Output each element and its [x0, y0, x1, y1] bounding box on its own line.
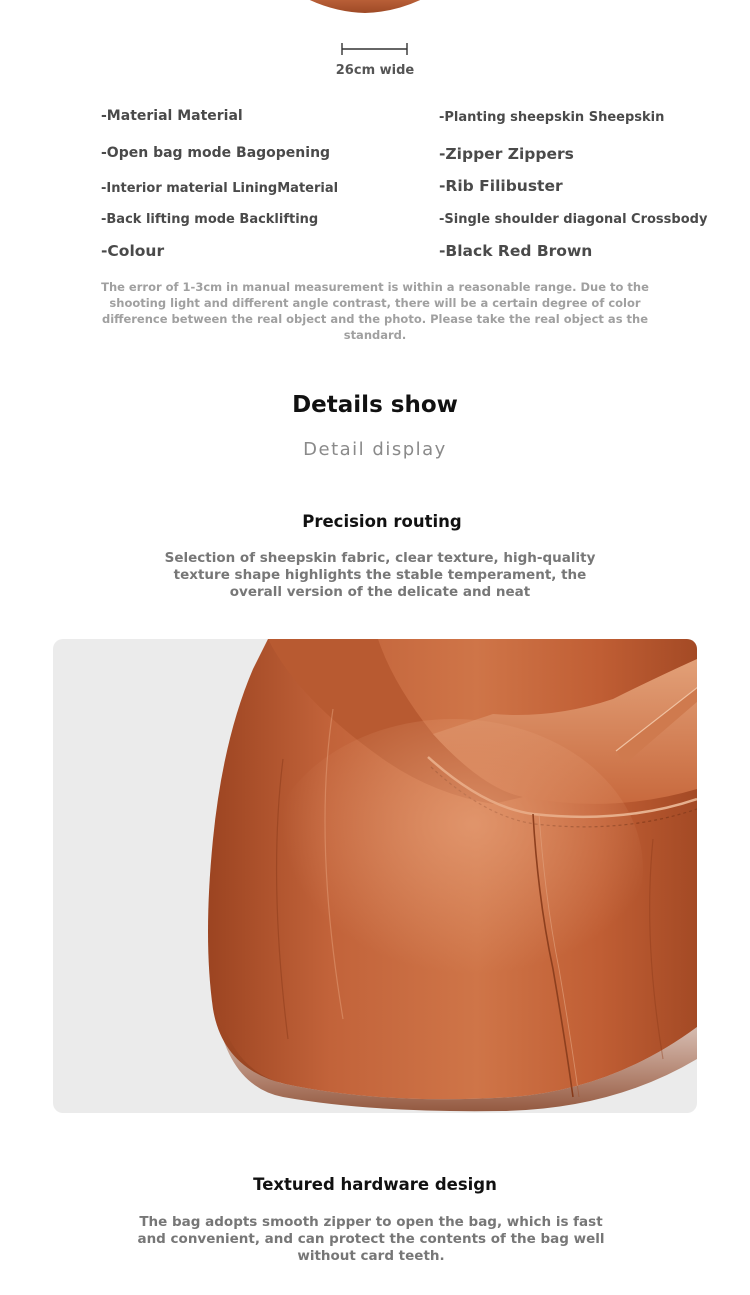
spec-material-value: -Planting sheepskin Sheepskin	[439, 110, 665, 125]
spec-opening-label: -Open bag mode Bagopening	[101, 145, 331, 161]
spec-material-label: -Material Material	[101, 108, 243, 124]
spec-colour-label: -Colour	[101, 242, 165, 260]
spec-carry-value: -Single shoulder diagonal Crossbody	[439, 212, 708, 227]
spec-opening-value: -Zipper Zippers	[439, 145, 574, 163]
section-title: Details show	[292, 392, 458, 418]
spec-carry-label: -Back lifting mode Backlifting	[101, 212, 319, 227]
spec-lining-value: -Rib Filibuster	[439, 177, 563, 195]
width-measure-line	[341, 42, 408, 56]
precision-routing-title: Precision routing	[302, 512, 462, 531]
hardware-design-title: Textured hardware design	[253, 1175, 497, 1194]
spec-lining-label: -Interior material LiningMaterial	[101, 181, 339, 196]
bag-detail-photo	[53, 639, 697, 1113]
precision-routing-description: Selection of sheepskin fabric, clear texture, high-quality texture shape highlights the stable temperament, the overall version of the delicate and neat	[164, 550, 596, 600]
hardware-design-description: The bag adopts smooth zipper to open the bag, which is fast and convenient, and can protect the contents of the bag well without card teeth.	[137, 1214, 605, 1264]
bag-bottom-edge-image	[290, 0, 440, 16]
section-subtitle: Detail display	[303, 439, 447, 460]
bag-detail-illustration	[53, 639, 697, 1113]
measurement-disclaimer: The error of 1-3cm in manual measurement is within a reasonable range. Due to the shooting light and different angle contrast, there will be a certain degree of color difference between the real object and the photo. Please take the real object as the standard.	[101, 280, 649, 342]
spec-colour-value: -Black Red Brown	[439, 242, 593, 260]
width-measure-label: 26cm wide	[335, 63, 415, 78]
